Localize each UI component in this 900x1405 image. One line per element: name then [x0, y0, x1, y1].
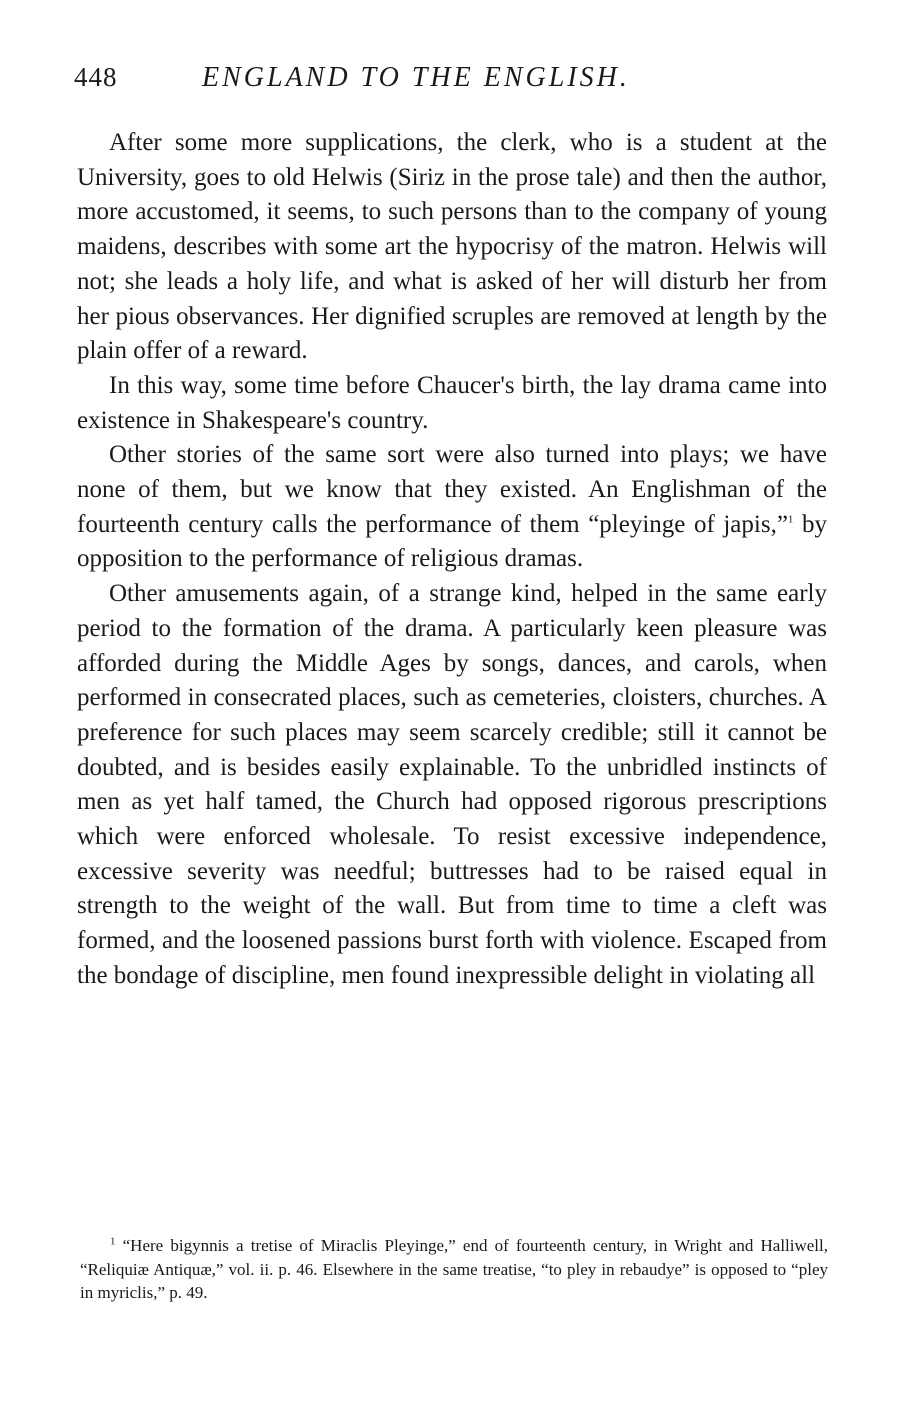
paragraph-3-text-start: Other stories of the same sort were also turned into plays; we have none of them, but we know that they existed. An Englishman of the fourteenth century calls the performance of them “pleyinge of japis,” [77, 441, 827, 538]
paragraph-3 [77, 438, 827, 577]
paragraph-4: Other amusements again, of a strange kind, helped in the same early period to the formation of the drama. A particularly keen pleasure was afforded during the Middle Ages by songs, dances, and carols, when performed in consecrated places, such as cemeteries, cloisters, churches. A preference for such places may seem scarcely credible; still it cannot be doubted, and is besides easily explainable. To the unbridled instincts of men as yet half tamed, the Church had opposed rigorous prescriptions which were enforced wholesale. To resist excessive independence, excessive severity was needful; buttresses had to be raised equal in strength to the weight of the wall. But from time to time a cleft was formed, and the loosened passions burst forth with violence. Escaped from the bondage of discipline, men found inexpressible delight in violating all [77, 580, 827, 989]
page-header [74, 62, 834, 102]
paragraph-3-text-end: by opposition to the performance of religious dramas. [77, 510, 827, 573]
footnote-text: “Here bigynnis a tretise of Miraclis Pleyinge,” end of fourteenth century, in Wright and Halliwell, “Reliquiæ Antiquæ,” vol. ii. p. 46. Elsewhere in the same treatise, “to pley in rebaudye” is opposed to “pley in myriclis,” p. 49. [80, 1236, 829, 1302]
paragraph-2: In this way, some time before Chaucer's birth, the lay drama came into existence in Shakespeare's country. [77, 371, 827, 434]
body-text [77, 126, 827, 994]
footnotes [80, 1234, 828, 1305]
running-title: ENGLAND TO THE ENGLISH. [202, 62, 630, 93]
paragraph-1: After some more supplications, the clerk, who is a student at the University, goes to old Helwis (Siriz in the prose tale) and then the author, more accustomed, it seems, to such persons than to the company of young maidens, describes with some art the hypocrisy of the matron. Helwis will not; she leads a holy life, and what is asked of her will disturb her from her pious observances. Her dignified scruples are removed at length by the plain offer of a reward. [77, 129, 827, 365]
footnote-mark: 1 [110, 1235, 116, 1248]
footnote-reference[interactable]: 1 [787, 513, 794, 526]
page-number: 448 [74, 62, 118, 92]
footnote-1 [80, 1234, 828, 1305]
